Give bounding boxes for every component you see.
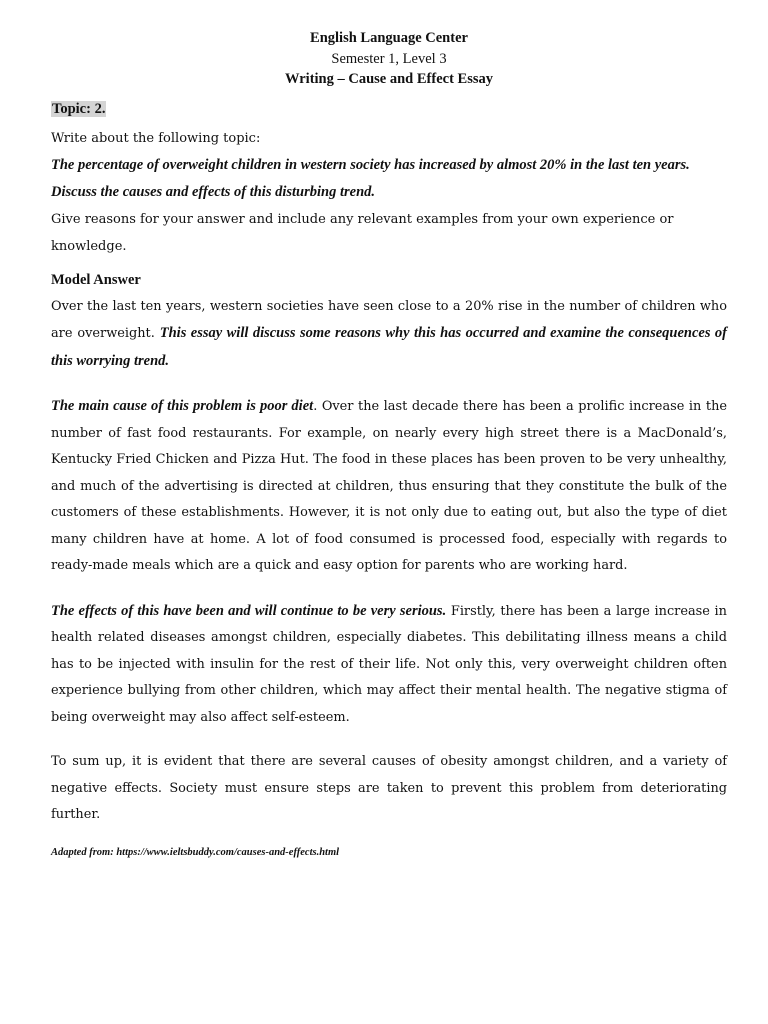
source-attribution: Adapted from: https://www.ieltsbuddy.com/causes-and-effects.html	[51, 846, 340, 858]
prompt-intro: Write about the following topic:	[51, 130, 261, 146]
center-name: English Language Center	[310, 30, 468, 46]
document-title: Writing – Cause and Effect Essay	[285, 71, 493, 87]
model-answer-heading: Model Answer	[51, 271, 141, 288]
body2-text: Firstly, there has been a large increase in health related diseases amongst children, especially diabetes. This debilitating illness means a child has to be injected with insulin for the rest of their life. Not only this, very overweight children often experience bullying from other children, which may affect their mental health. The negative stigma of being overweight may also affect self-esteem.	[51, 603, 727, 725]
prompt-statement: The percentage of overweight children in western society has increased by almost 20% in the last ten years.	[51, 156, 690, 173]
topic-line	[51, 99, 727, 119]
intro-thesis: This essay will discuss some reasons why this has occurred and examine the consequences of this worrying trend.	[51, 325, 727, 369]
body1-topic-sentence: The main cause of this problem is poor diet	[51, 398, 314, 414]
body1-text: . Over the last decade there has been a prolific increase in the number of fast food restaurants. For example, on nearly every high street there is a MacDonald’s, Kentucky Fried Chicken and Pizza Hut. The food in these places has been proven to be very unhealthy, and much of the advertising is directed at children, thus ensuring that they constitute the bulk of the customers of these establishments. However, it is not only due to eating out, but also the type of diet many children have at home. A lot of food consumed is processed food, especially with regards to ready-made meals which are a quick and easy option for parents who are working hard.	[51, 399, 727, 573]
prompt-instruction: Give reasons for your answer and include any relevant examples from your own experience or knowledge.	[51, 211, 674, 254]
body-paragraph-2	[51, 598, 727, 732]
intro-paragraph	[51, 294, 727, 376]
document-page	[51, 28, 727, 858]
prompt-task: Discuss the causes and effects of this disturbing trend.	[51, 183, 376, 200]
body2-topic-sentence: The effects of this have been and will continue to be very serious.	[51, 602, 447, 619]
prompt-block	[51, 125, 727, 260]
conclusion-paragraph: To sum up, it is evident that there are several causes of obesity amongst children, and a variety of negative effects. Society must ensure steps are taken to prevent this problem from deteriorating further.	[51, 754, 727, 822]
intro-text: Over the last ten years, western societies have seen close to a 20% rise in the number of children who are overweight.	[51, 298, 727, 341]
topic-label: Topic: 2.	[52, 100, 106, 117]
body-paragraph-1	[51, 393, 727, 580]
semester-level: Semester 1, Level 3	[331, 50, 447, 67]
